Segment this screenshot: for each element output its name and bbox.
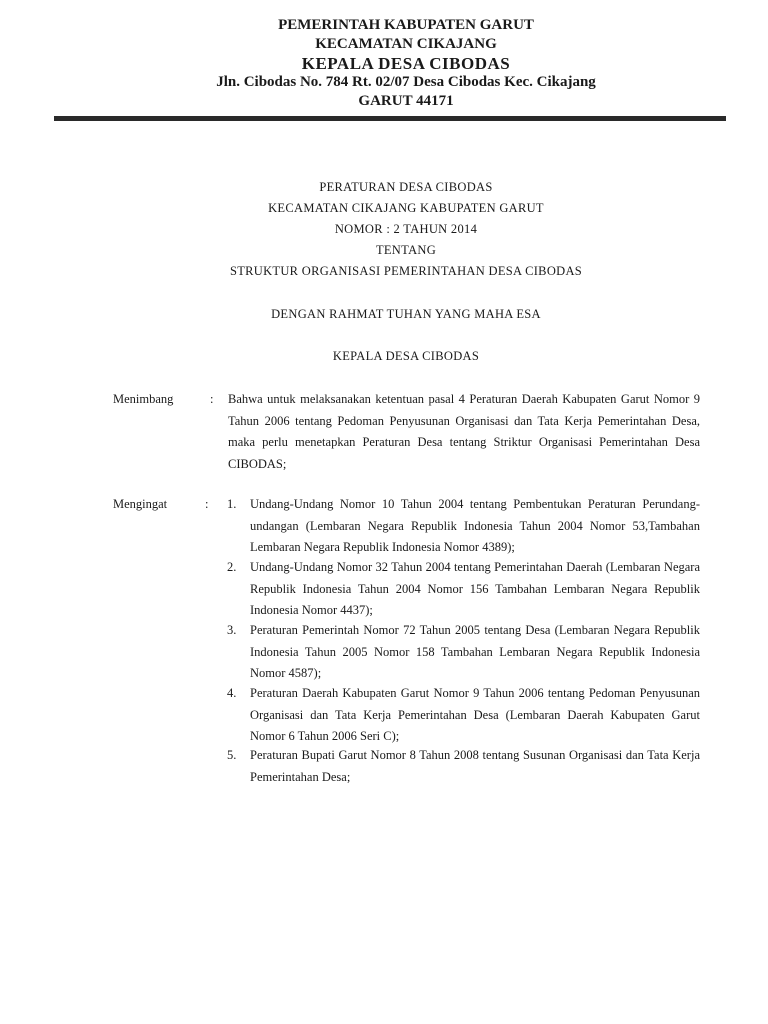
letterhead-city: GARUT 44171 bbox=[358, 93, 454, 109]
mengingat-item-number: 3. bbox=[227, 623, 237, 637]
menimbang-colon: : bbox=[210, 392, 214, 406]
authority bbox=[0, 346, 768, 367]
title-subject: STRUKTUR ORGANISASI PEMERINTAHAN DESA CIBODAS bbox=[229, 264, 583, 278]
mengingat-colon: : bbox=[205, 497, 209, 511]
menimbang-text: Bahwa untuk melaksanakan ketentuan pasal 4 Peraturan Daerah Kabupaten Garut Nomor 9 Tahun 2006 tentang Pedoman Penyusunan Organisasi dan Tata Kerja Pemerintahan Desa, maka perlu menetapkan Peraturan Desa tentang Striktur Organisasi Pemerintahan Desa CIBODAS; bbox=[228, 392, 700, 471]
letterhead-office: KEPALA DESA CIBODAS bbox=[301, 54, 511, 73]
letterhead-government: PEMERINTAH KABUPATEN GARUT bbox=[278, 17, 534, 33]
title-about: TENTANG bbox=[375, 243, 437, 257]
mengingat-item-number: 1. bbox=[227, 497, 237, 511]
mengingat-item-text: Peraturan Daerah Kabupaten Garut Nomor 9 Tahun 2006 tentang Pedoman Penyusunan Organisasi dan Tata Kerja Pemerintahan Desa (Lembaran Daerah Kabupaten Garut Nomor 6 Tahun 2006 Seri C); bbox=[250, 686, 700, 743]
blessing bbox=[0, 304, 768, 325]
letterhead-divider bbox=[54, 116, 726, 121]
mengingat-item-text: Undang-Undang Nomor 10 Tahun 2004 tentang Pembentukan Peraturan Perundang-undangan (Lembaran Negara Republik Indonesia Tahun 2004 Nomor 53,Tambahan Lembaran Negara Republik Indonesia Nomor 4389); bbox=[250, 497, 700, 554]
mengingat-item-number: 5. bbox=[227, 748, 237, 762]
letterhead-address: Jln. Cibodas No. 784 Rt. 02/07 Desa Cibodas Kec. Cikajang bbox=[216, 74, 596, 90]
title-regulation: PERATURAN DESA CIBODAS bbox=[319, 180, 493, 194]
regulation-title bbox=[0, 177, 768, 282]
mengingat-item-number: 4. bbox=[227, 686, 237, 700]
mengingat-label: Mengingat bbox=[113, 497, 168, 511]
mengingat-item-number: 2. bbox=[227, 560, 237, 574]
menimbang-label: Menimbang bbox=[113, 392, 174, 406]
letterhead bbox=[0, 16, 768, 111]
letterhead-district: KECAMATAN CIKAJANG bbox=[315, 36, 497, 52]
authority-text: KEPALA DESA CIBODAS bbox=[332, 349, 480, 363]
title-number: NOMOR : 2 TAHUN 2014 bbox=[334, 222, 478, 236]
mengingat-item-text: Peraturan Pemerintah Nomor 72 Tahun 2005 tentang Desa (Lembaran Negara Republik Indonesia Tahun 2005 Nomor 158 Tambahan Lembaran Negara Republik Indonesia Nomor 4587); bbox=[250, 623, 700, 680]
blessing-text: DENGAN RAHMAT TUHAN YANG MAHA ESA bbox=[271, 307, 541, 321]
mengingat-item-text: Peraturan Bupati Garut Nomor 8 Tahun 2008 tentang Susunan Organisasi dan Tata Kerja Pemerintahan Desa; bbox=[250, 748, 700, 784]
title-jurisdiction: KECAMATAN CIKAJANG KABUPATEN GARUT bbox=[268, 201, 544, 215]
mengingat-item-text: Undang-Undang Nomor 32 Tahun 2004 tentang Pemerintahan Daerah (Lembaran Negara Republik Indonesia Tahun 2004 Nomor 156 Tambahan Lembaran Negara Republik Indonesia Nomor 4437); bbox=[250, 560, 700, 617]
